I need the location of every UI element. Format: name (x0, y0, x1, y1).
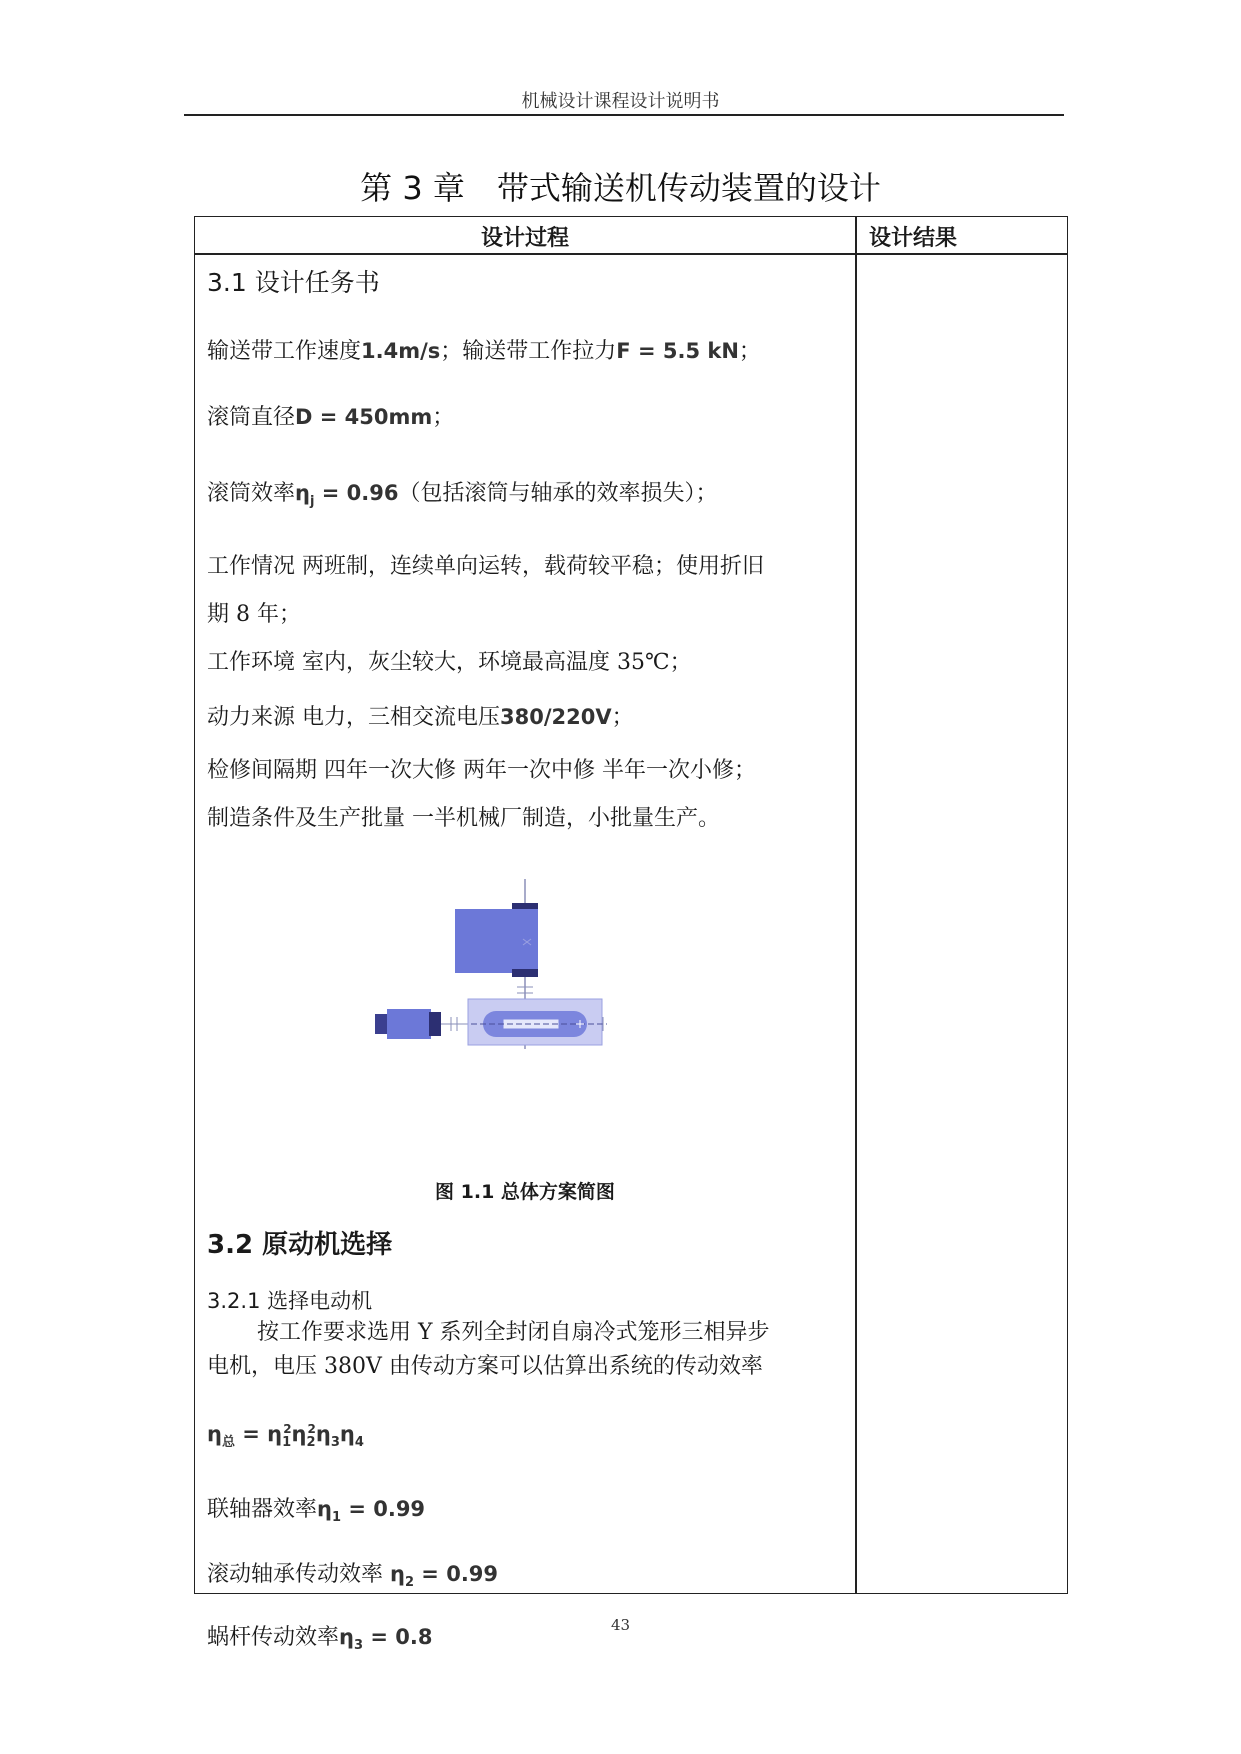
belt-force-value: F = 5.5 kN (616, 339, 739, 363)
column-header-result: 设计结果 (869, 226, 958, 251)
worm-efficiency-line: 蜗杆传动效率$\eta_3 = 0.8$ (207, 1625, 433, 1653)
worm-efficiency-label: 蜗杆传动效率 (207, 1625, 340, 1650)
coupling-efficiency-label: 联轴器效率 (207, 1497, 318, 1522)
power-source-line (207, 703, 634, 732)
drum-diameter-value: D = 450mm (295, 405, 433, 429)
drum-diameter-label: 滚筒直径 (207, 405, 296, 430)
working-condition-line1: 工作情况 两班制，连续单向运转，载荷较平稳；使用折旧 (207, 554, 764, 579)
belt-speed-value: 1.4m/s (361, 339, 441, 363)
header-rule (184, 114, 1064, 116)
transmission-schematic (375, 879, 675, 1059)
drum-efficiency-line (207, 479, 717, 516)
working-condition-line2: 期 8 年； (207, 602, 301, 627)
coupling-efficiency-line: 联轴器效率$\eta_1 = 0.99$ (207, 1497, 426, 1525)
motor-paragraph-line1: 按工作要求选用 Y 系列全封闭自扇冷式笼形三相异步 (257, 1320, 770, 1345)
section-3-1-title: 3.1 设计任务书 (207, 268, 380, 297)
worm-reducer (468, 999, 607, 1045)
maintenance-line: 检修间隔期 四年一次大修 两年一次中修 半年一次小修； (207, 758, 756, 783)
column-divider (855, 217, 857, 1593)
column-header-process: 设计过程 (480, 226, 569, 251)
eta-subscript: j (309, 494, 315, 509)
eta-symbol: η (295, 481, 310, 505)
eta-total-symbol: η (207, 1422, 222, 1446)
manufacturing-line: 制造条件及生产批量 一半机械厂制造，小批量生产。 (207, 806, 720, 831)
power-source-label: 动力来源 电力，三相交流电压 (207, 705, 500, 730)
environment-line: 工作环境 室内，灰尘较大，环境最高温度 35℃； (207, 650, 692, 675)
chapter-title: 第 3 章 带式输送机传动装置的设计 (360, 169, 881, 207)
drum-diameter-line (207, 403, 454, 432)
punct: ； (611, 705, 634, 730)
drum-efficiency-label: 滚筒效率 (207, 481, 296, 506)
worm-efficiency-value: = 0.8 (363, 1625, 433, 1649)
header-divider (195, 253, 1067, 255)
page-number: 43 (610, 1616, 631, 1634)
bearing-efficiency-value: = 0.99 (414, 1562, 499, 1586)
punct: ； (432, 405, 455, 430)
belt-speed-label: 输送带工作速度 (207, 339, 362, 364)
belt-speed-line (207, 337, 761, 366)
drum-efficiency-note: （包括滚筒与轴承的效率损失）； (398, 481, 718, 506)
drum-efficiency-value: = 0.96 (314, 481, 399, 505)
figure-caption: 图 1.1 总体方案简图 (435, 1181, 615, 1203)
belt-force-label: ；输送带工作拉力 (440, 339, 617, 364)
motor-assembly (375, 1009, 471, 1039)
formula-rhs-start: = η (234, 1422, 283, 1446)
motor-paragraph-line2: 电机，电压 380V 由传动方案可以估算出系统的传动效率 (207, 1354, 763, 1379)
subsection-3-2-1-title: 3.2.1 选择电动机 (207, 1289, 373, 1313)
bearing-efficiency-label: 滚动轴承传动效率 (207, 1562, 390, 1587)
eta-total-subscript: 总 (221, 1435, 235, 1450)
total-efficiency-formula: $\eta_总 = \eta_1^2\eta_2^2\eta_3\eta_4$ (207, 1422, 364, 1450)
coupling-efficiency-value: = 0.99 (341, 1497, 426, 1521)
punct: ； (738, 339, 761, 364)
bearing-efficiency-line: 滚动轴承传动效率 $\eta_2 = 0.99$ (207, 1562, 499, 1590)
section-3-2-title: 3.2 原动机选择 (207, 1230, 393, 1260)
voltage-value: 380/220V (500, 705, 612, 729)
running-header: 机械设计课程设计说明书 (521, 91, 720, 112)
